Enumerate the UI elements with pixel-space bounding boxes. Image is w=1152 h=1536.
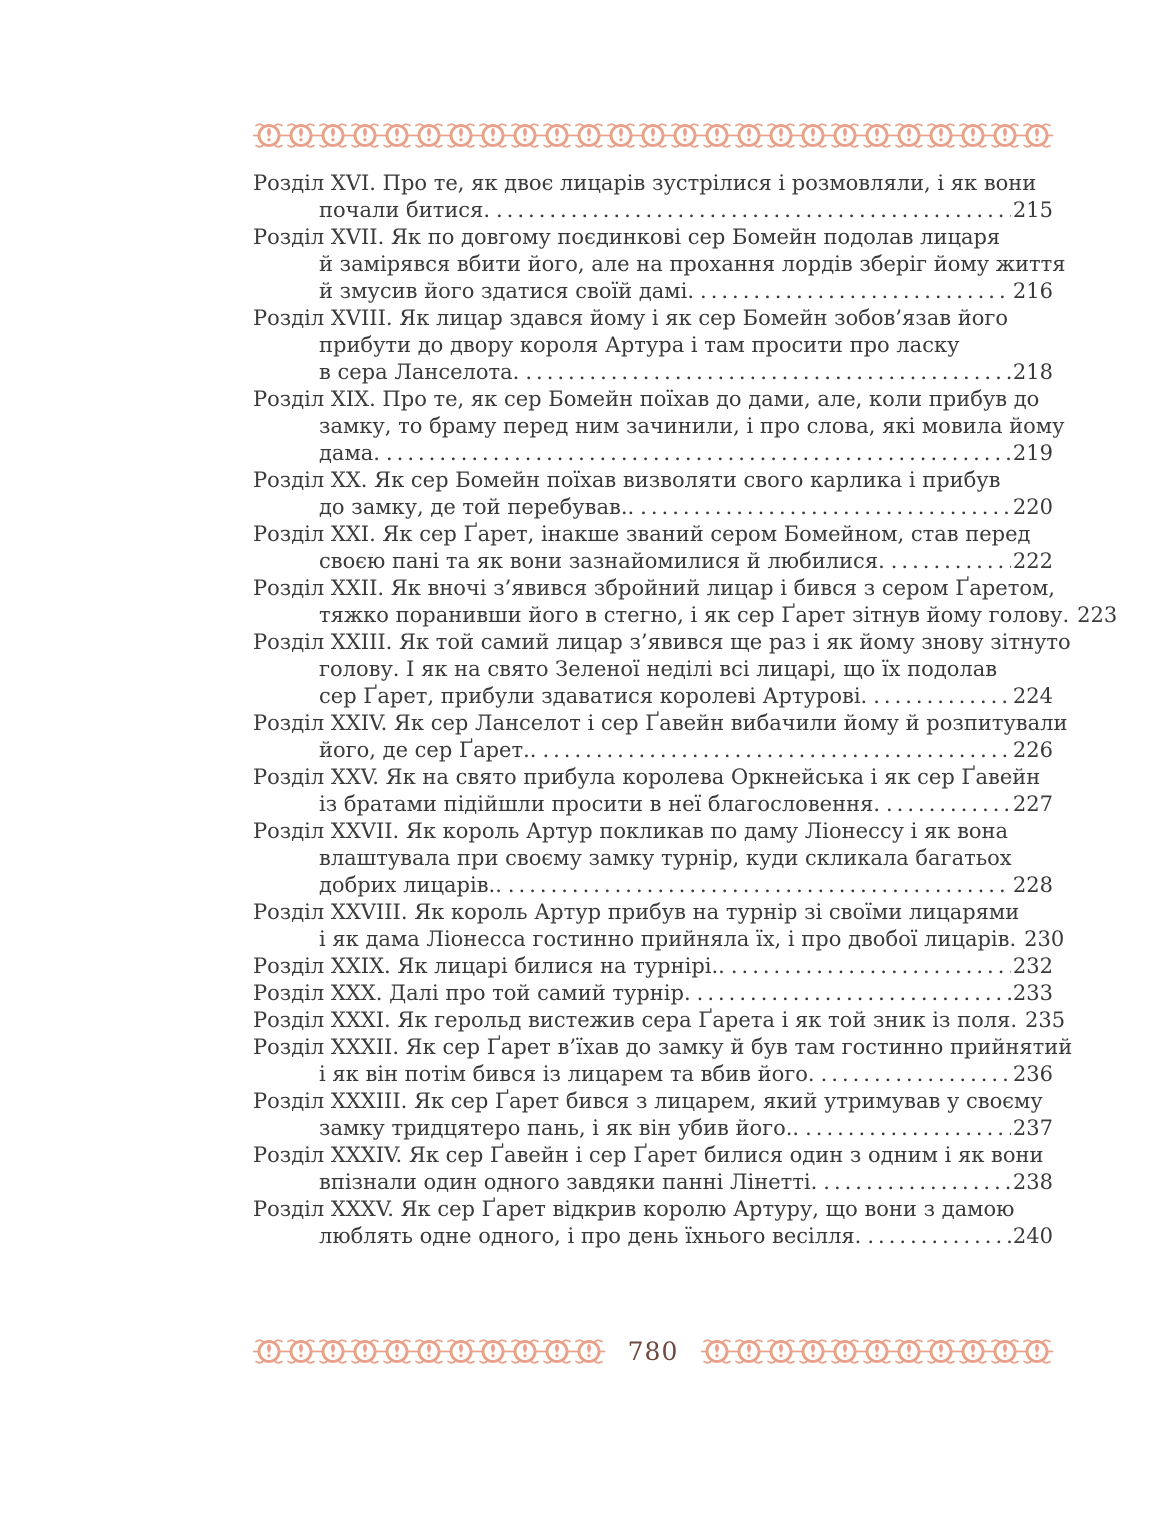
dot-leader <box>496 197 1011 224</box>
toc-entry-text: дама. <box>319 441 380 465</box>
entry-page-number: 226 <box>1012 738 1053 762</box>
entry-page-number: 233 <box>1012 981 1053 1005</box>
toc-entry-line: Розділ XXIV. Як сер Ланселот і сер Ґавейн вибачили йому й розпитували <box>253 711 1068 735</box>
table-of-contents <box>253 170 1118 1250</box>
toc-entry-line: Розділ XXI. Як сер Ґарет, інакше званий сером Бомейном, став перед <box>253 522 1031 546</box>
toc-entry-line: замку, то браму перед ним зачинили, і про слова, які мовила йому <box>319 414 1065 438</box>
vine-scroll-motif-icon <box>765 1335 797 1368</box>
toc-entry-text: і як дама Ліонесса гостинно прийняла їх, і про двобої лицарів. <box>319 927 1017 951</box>
entry-page-number: 220 <box>1012 495 1053 519</box>
toc-entry-last-line <box>253 548 1053 575</box>
dot-leader <box>386 440 1011 467</box>
vine-scroll-motif-icon <box>829 1335 861 1368</box>
vine-scroll-motif-icon <box>349 119 381 152</box>
vine-scroll-motif-icon <box>989 1335 1021 1368</box>
vine-scroll-motif-icon <box>605 119 637 152</box>
toc-entry-last-line <box>253 737 1053 764</box>
dot-leader <box>731 953 1011 980</box>
entry-page-number: 222 <box>1012 549 1053 573</box>
toc-entry <box>253 1142 1053 1196</box>
toc-entry-last-line <box>253 953 1053 980</box>
vine-scroll-motif-icon <box>925 1335 957 1368</box>
toc-entry <box>253 1196 1053 1250</box>
toc-entry <box>253 224 1066 305</box>
toc-entry <box>253 818 1053 899</box>
vine-scroll-motif-icon <box>285 1335 317 1368</box>
toc-entry-text: Розділ XXIX. Як лицарі билися на турнірі.. <box>253 954 725 978</box>
vine-scroll-motif-icon <box>989 119 1021 152</box>
toc-entry-last-line <box>253 278 1053 305</box>
vine-scroll-motif-icon <box>957 1335 989 1368</box>
entry-page-number: 215 <box>1012 198 1053 222</box>
toc-entry-text: добрих лицарів.. <box>319 873 502 897</box>
toc-entry-line: Розділ XVIII. Як лицар здався йому і як сер Бомейн зобов’язав його <box>253 306 1009 330</box>
toc-entry <box>253 764 1053 818</box>
vine-scroll-motif-icon <box>413 1335 445 1368</box>
vine-scroll-motif-icon <box>253 119 285 152</box>
toc-entry-line: Розділ XXVIII. Як король Артур прибув на турнір зі своїми лицарями <box>253 900 1020 924</box>
vine-scroll-motif-icon <box>381 1335 413 1368</box>
ornament-border-top <box>253 119 1053 152</box>
vine-scroll-motif-icon <box>477 119 509 152</box>
vine-scroll-motif-icon <box>509 119 541 152</box>
vine-scroll-motif-icon <box>1021 1335 1053 1368</box>
vine-scroll-motif-icon <box>381 119 413 152</box>
toc-entry-line: Розділ XXXIV. Як сер Ґавейн і сер Ґарет билися один з одним і як вони <box>253 1143 1044 1167</box>
toc-entry-last-line <box>253 440 1053 467</box>
vine-scroll-motif-icon <box>701 119 733 152</box>
vine-scroll-motif-icon <box>573 119 605 152</box>
vine-scroll-motif-icon <box>893 119 925 152</box>
entry-page-number: 227 <box>1012 792 1053 816</box>
entry-page-number: 224 <box>1012 684 1053 708</box>
vine-scroll-motif-icon <box>797 1335 829 1368</box>
toc-entry-last-line <box>253 359 1053 386</box>
toc-entry-last-line <box>253 980 1053 1007</box>
toc-entry-line: прибути до двору короля Артура і там просити про ласку <box>319 333 960 357</box>
toc-entry-text: Розділ XXXI. Як герольд вистежив сера Ґарета і як той зник із поля. <box>253 1008 1017 1032</box>
entry-page-number: 238 <box>1012 1170 1053 1194</box>
toc-entry-text: його, де сер Ґарет.. <box>319 738 537 762</box>
vine-scroll-motif-icon <box>669 119 701 152</box>
dot-leader <box>891 548 1011 575</box>
vine-scroll-motif-icon <box>893 1335 925 1368</box>
toc-entry-line: Розділ XVII. Як по довгому поєдинкові сер Бомейн подолав лицаря <box>253 225 1001 249</box>
toc-entry <box>253 629 1071 710</box>
vine-scroll-motif-icon <box>797 119 829 152</box>
toc-entry <box>253 467 1053 521</box>
toc-entry <box>253 980 1053 1007</box>
toc-entry-line: Розділ XXV. Як на свято прибула королева Оркнейська і як сер Ґавейн <box>253 765 1041 789</box>
dot-leader <box>697 980 1011 1007</box>
vine-scroll-motif-icon <box>733 119 765 152</box>
toc-entry-line: Розділ XXIII. Як той самий лицар з’явився ще раз і як йому знову зітнуто <box>253 630 1071 654</box>
toc-entry-last-line <box>253 494 1053 521</box>
vine-scroll-motif-icon <box>733 1335 765 1368</box>
vine-scroll-motif-icon <box>317 119 349 152</box>
entry-page-number: 228 <box>1012 873 1053 897</box>
toc-entry-text: із братами підійшли просити в неї благословення. <box>319 792 880 816</box>
toc-entry-text: своєю пані та як вони зазнайомилися й любилися. <box>319 549 885 573</box>
toc-entry-line: Розділ XVI. Про те, як двоє лицарів зустрілися і розмовляли, і як вони <box>253 171 1037 195</box>
page-footer <box>253 1334 1053 1368</box>
dot-leader <box>542 737 1010 764</box>
toc-entry-last-line <box>253 1007 1066 1034</box>
entry-page-number: 219 <box>1012 441 1053 465</box>
toc-entry-line: Розділ XX. Як сер Бомейн поїхав визволяти свого карлика і прибув <box>253 468 1001 492</box>
vine-scroll-motif-icon <box>253 1335 285 1368</box>
toc-entry-line: Розділ XXXIII. Як сер Ґарет бився з лицарем, який утримував у своєму <box>253 1089 1043 1113</box>
dot-leader <box>525 359 1011 386</box>
vine-scroll-motif-icon <box>573 1335 605 1368</box>
entry-page-number: 232 <box>1012 954 1053 978</box>
vine-scroll-motif-icon <box>925 119 957 152</box>
dot-leader <box>508 872 1011 899</box>
toc-entry-last-line <box>253 791 1053 818</box>
dot-leader <box>867 1223 1011 1250</box>
dot-leader <box>805 1115 1011 1142</box>
toc-entry <box>253 170 1053 224</box>
toc-entry <box>253 953 1053 980</box>
vine-scroll-motif-icon <box>541 1335 573 1368</box>
toc-entry-last-line <box>253 1115 1053 1142</box>
vine-scroll-motif-icon <box>861 119 893 152</box>
page-number: 780 <box>627 1336 679 1366</box>
entry-page-number: 235 <box>1025 1008 1066 1032</box>
toc-entry-text: впізнали один одного завдяки панні Лінетті. <box>319 1170 818 1194</box>
vine-scroll-motif-icon <box>317 1335 349 1368</box>
toc-entry-last-line <box>253 1169 1053 1196</box>
toc-entry-text: до замку, де той перебував.. <box>319 495 635 519</box>
toc-entry-text: сер Ґарет, прибули здаватися королеві Артурові. <box>319 684 868 708</box>
vine-scroll-motif-icon <box>765 119 797 152</box>
vine-scroll-motif-icon <box>349 1335 381 1368</box>
vine-scroll-motif-icon <box>477 1335 509 1368</box>
toc-entry-line: Розділ XXXV. Як сер Ґарет відкрив королю Артуру, що вони з дамою <box>253 1197 1015 1221</box>
vine-scroll-motif-icon <box>829 119 861 152</box>
toc-entry-text: люблять одне одного, і про день їхнього весілля. <box>319 1224 862 1248</box>
entry-page-number: 218 <box>1012 360 1053 384</box>
entry-page-number: 236 <box>1012 1062 1053 1086</box>
vine-scroll-motif-icon <box>285 119 317 152</box>
toc-entry-text: почали битися. <box>319 198 490 222</box>
vine-scroll-motif-icon <box>509 1335 541 1368</box>
dot-leader <box>886 791 1011 818</box>
dot-leader <box>823 1169 1011 1196</box>
toc-entry-last-line <box>253 602 1118 629</box>
toc-entry-line: голову. І як на свято Зеленої неділі всі лицарі, що їх подолав <box>319 657 998 681</box>
toc-entry-last-line <box>253 683 1053 710</box>
toc-entry <box>253 1034 1073 1088</box>
toc-entry-text: в сера Ланселота. <box>319 360 520 384</box>
toc-entry-last-line <box>253 197 1053 224</box>
toc-entry <box>253 305 1053 386</box>
toc-entry-text: Розділ XXX. Далі про той самий турнір. <box>253 981 691 1005</box>
dot-leader <box>640 494 1011 521</box>
toc-entry-line: влаштувала при своєму замку турнір, куди скликала багатьох <box>319 846 1012 870</box>
entry-page-number: 230 <box>1024 927 1065 951</box>
entry-page-number: 240 <box>1012 1224 1053 1248</box>
toc-entry <box>253 710 1068 764</box>
toc-entry <box>253 521 1053 575</box>
toc-entry-text: тяжко поранивши його в стегно, і як сер Ґарет зітнув йому голову. <box>319 603 1070 627</box>
toc-entry-line: Розділ XXXII. Як сер Ґарет в’їхав до замку й був там гостинно прийнятий <box>253 1035 1073 1059</box>
toc-entry <box>253 1007 1066 1034</box>
toc-entry-text: й змусив його здатися своїй дамі. <box>319 279 695 303</box>
toc-entry <box>253 899 1065 953</box>
vine-scroll-motif-icon <box>413 119 445 152</box>
entry-page-number: 223 <box>1077 603 1118 627</box>
ornament-border-bottom-left <box>253 1335 605 1368</box>
toc-entry-line: Розділ XXVII. Як король Артур покликав по даму Ліонессу і як вона <box>253 819 1009 843</box>
toc-entry <box>253 1088 1053 1142</box>
dot-leader <box>821 1061 1011 1088</box>
toc-entry <box>253 575 1118 629</box>
vine-scroll-motif-icon <box>701 1335 733 1368</box>
vine-scroll-motif-icon <box>1021 119 1053 152</box>
dot-leader <box>873 683 1011 710</box>
entry-page-number: 216 <box>1012 279 1053 303</box>
toc-entry-last-line <box>253 1061 1053 1088</box>
toc-entry-last-line <box>253 1223 1053 1250</box>
toc-entry-last-line <box>253 926 1065 953</box>
toc-entry-text: замку тридцятеро пань, і як він убив його.. <box>319 1116 800 1140</box>
toc-entry <box>253 386 1065 467</box>
entry-page-number: 237 <box>1012 1116 1053 1140</box>
vine-scroll-motif-icon <box>445 1335 477 1368</box>
toc-entry-text: і як він потім бився із лицарем та вбив його. <box>319 1062 815 1086</box>
toc-entry-line: Розділ XIX. Про те, як сер Бомейн поїхав до дами, але, коли прибув до <box>253 387 1040 411</box>
ornament-border-bottom-right <box>701 1335 1053 1368</box>
toc-entry-last-line <box>253 872 1053 899</box>
vine-scroll-motif-icon <box>445 119 477 152</box>
toc-entry-line: й замірявся вбити його, але на прохання лордів зберіг йому життя <box>319 252 1066 276</box>
vine-scroll-motif-icon <box>541 119 573 152</box>
vine-scroll-motif-icon <box>957 119 989 152</box>
toc-entry-line: Розділ XXII. Як вночі з’явився збройний лицар і бився з сером Ґаретом, <box>253 576 1055 600</box>
dot-leader <box>700 278 1011 305</box>
vine-scroll-motif-icon <box>861 1335 893 1368</box>
vine-scroll-motif-icon <box>637 119 669 152</box>
